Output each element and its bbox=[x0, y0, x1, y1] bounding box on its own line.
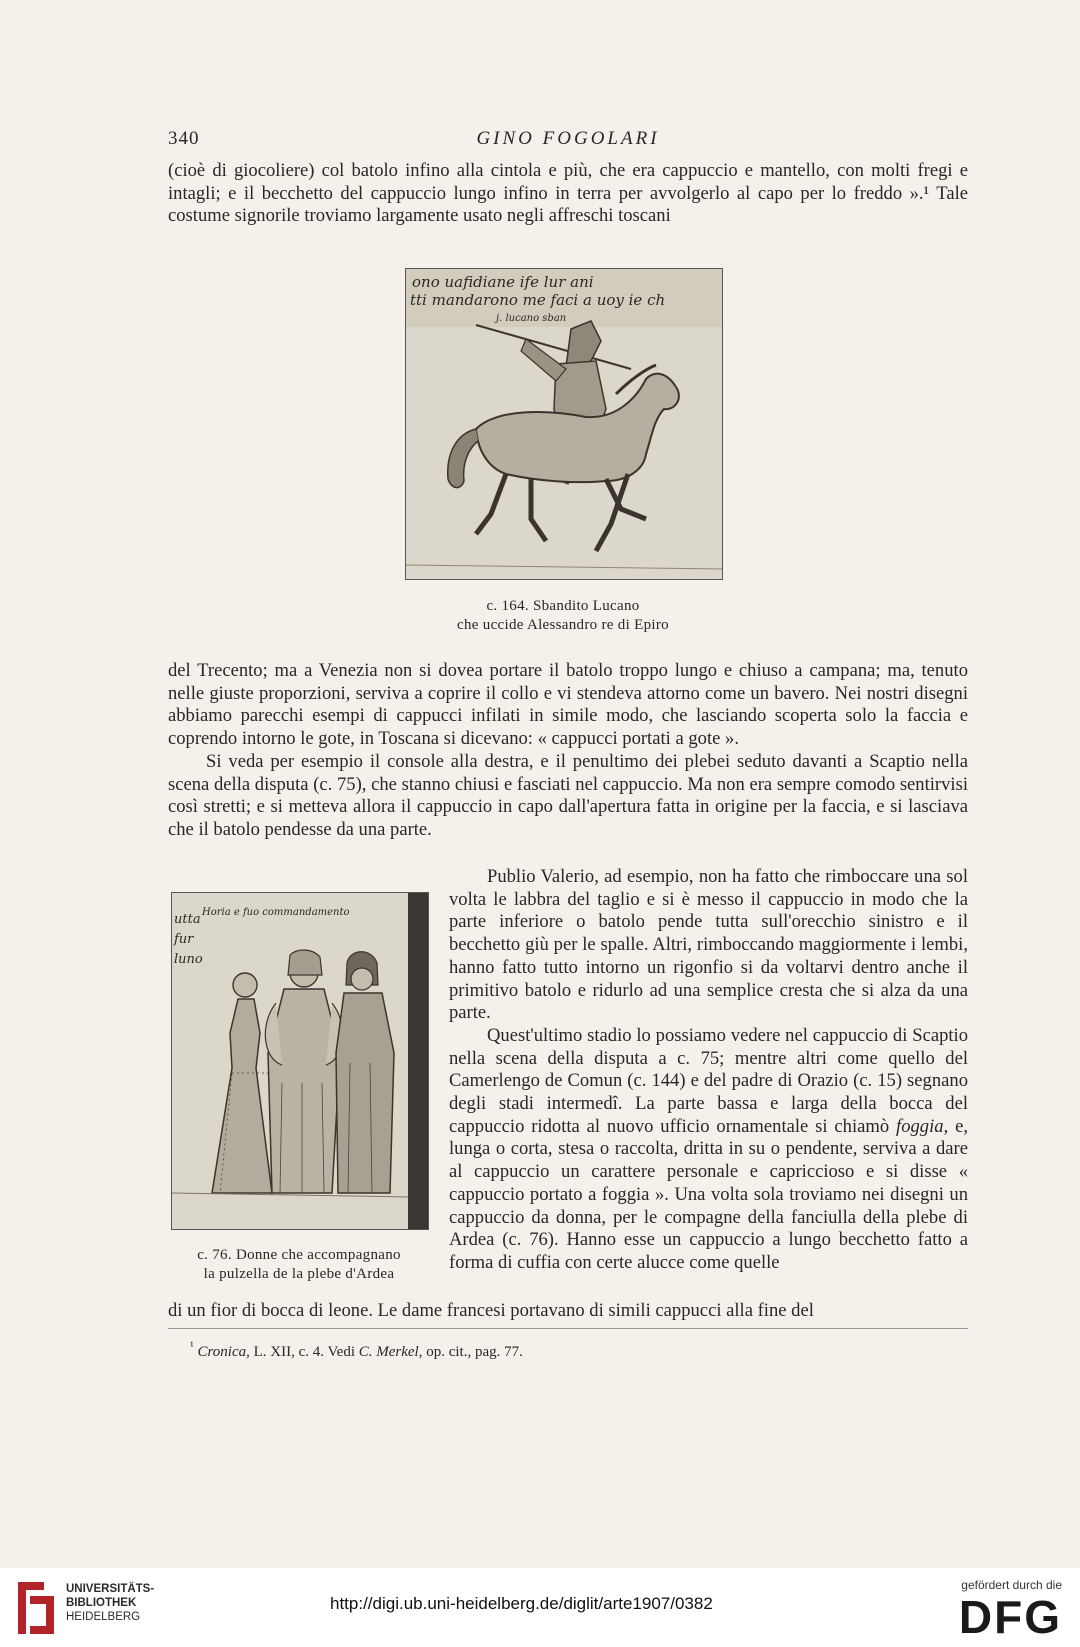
figure-caption-2 bbox=[164, 1246, 434, 1284]
library-line-1: UNIVERSITÄTS- bbox=[66, 1583, 155, 1595]
figure-women bbox=[171, 892, 429, 1230]
inscription-line-1: ono uafidiane ife lur ani bbox=[412, 273, 594, 291]
paragraph-5-part1: Quest'ultimo stadio lo possiamo vedere nel cappuccio di Scaptio nella scena della disputa a c. 75; mentre altri come quello del Camerlengo de Comun (c. 144) e del padre di Orazio (c. 15) segnano degli stadi intermedî. La parte bassa e larga della bocca del cappuccio ridotta al nuovo ufficio ornamentale si chiamò bbox=[449, 1024, 968, 1137]
paragraph-5-italic: foggia bbox=[896, 1115, 944, 1137]
inscription-line-2: tti mandarono me faci a uoy ie ch bbox=[410, 291, 666, 309]
bottom-line-block bbox=[168, 1300, 968, 1323]
university-library-logo-icon bbox=[14, 1578, 58, 1638]
footnote-title: Cronica bbox=[197, 1344, 247, 1360]
horseman-drawing bbox=[406, 269, 722, 579]
figure-horseman bbox=[405, 268, 723, 580]
top-paragraph: (cioè di giocoliere) col batolo infino alla cintola e più, che era cappuccio e mantello, con molti fregi e intagli; e il becchetto del cappuccio lungo infino in terra per avvolgerlo al capo per lo freddo ».¹ Tale costume signorile troviamo largamente usato negli affreschi toscani bbox=[168, 160, 968, 227]
dfg-logo: DFG bbox=[958, 1591, 1062, 1643]
figure1-caption-line2: che uccide Alessandro re di Epiro bbox=[457, 617, 669, 633]
fig2-inscription-top: Horia e fuo commandamento bbox=[202, 907, 350, 918]
figure1-caption-line1: c. 164. Sbandito Lucano bbox=[486, 598, 640, 614]
paragraph-3: Si veda per esempio il console alla destra, e il penultimo dei plebei seduto davanti a Scaptio nella scena della disputa (c. 75), che stanno chiusi e fasciati nel cappuccio. Ma non era sempre comodo sentirvisi così stretti; e si metteva allora il cappuccio in capo dall'apertura fatta in origine per la faccia, e si lasciava che il batolo pendesse da una parte. bbox=[168, 750, 968, 840]
library-line-3: HEIDELBERG bbox=[66, 1611, 141, 1623]
page-number: 340 bbox=[168, 128, 200, 149]
footnote-text-1: , L. XII, c. 4. Vedi bbox=[246, 1344, 359, 1360]
side-text-block bbox=[449, 866, 968, 1275]
library-line-2: BIBLIOTHEK bbox=[66, 1597, 137, 1609]
footnote-mark: ¹ bbox=[190, 1339, 194, 1353]
footnote-rule bbox=[168, 1328, 968, 1329]
footer-bar bbox=[0, 1568, 1080, 1647]
figure-caption-1 bbox=[405, 597, 721, 635]
paragraph-5-last-line: di un fior di bocca di leone. Le dame francesi portavano di simili cappucci alla fine del bbox=[168, 1300, 814, 1321]
paragraph-4: Publio Valerio, ad esempio, non ha fatto che rimboccare una sol volta le labbra del taglio e si è messo il cappuccio in modo che la parte inferiore o batolo pende tutta sull'orecchio sinistro e il becchetto giù per le spalle. Altri, rimboccando maggiormente i lembi, hanno fatto tutto intorno un rigonfio si da voltarvi dentro anche il primitivo batolo e ridurlo ad una semplice cresta che si alza da una parte. bbox=[449, 866, 968, 1024]
library-name bbox=[66, 1582, 154, 1624]
running-head: GINO FOGOLARI bbox=[476, 128, 660, 149]
fig2-inscription-2: fur bbox=[174, 932, 194, 947]
top-paragraph-block bbox=[168, 160, 968, 228]
fig2-inscription-3: luno bbox=[174, 952, 203, 967]
footnote-author: C. Merkel bbox=[358, 1344, 419, 1360]
page-header bbox=[168, 128, 968, 158]
footnote bbox=[190, 1339, 523, 1361]
funded-by-label: gefördert durch die bbox=[961, 1578, 1062, 1592]
fig2-inscription-1: utta bbox=[174, 912, 201, 927]
paragraph-5-part2: , e, lunga o corta, stesa o raccolta, dritta in su o pendente, serviva a dare al cappuccio un carattere personale e capriccioso e si disse « cappuccio portato a foggia ». Una volta sola troviamo nei disegni un cappuccio da donna, per le compagne della fanciulla della plebe di Ardea (c. 76). Hanno esse un cappuccio a lungo becchetto fatto a forma di cuffia con certe alucce come quelle bbox=[449, 1115, 968, 1273]
permalink-url[interactable]: http://digi.ub.uni-heidelberg.de/diglit/arte1907/0382 bbox=[330, 1594, 713, 1613]
inscription-line-3: j. lucano sban bbox=[496, 313, 567, 324]
women-drawing bbox=[172, 893, 428, 1229]
main-text-block bbox=[168, 660, 968, 842]
figure2-caption-line2: la pulzella de la plebe d'Ardea bbox=[203, 1266, 395, 1282]
figure2-caption-line1: c. 76. Donne che accompagnano bbox=[197, 1247, 401, 1263]
paragraph-5 bbox=[449, 1025, 968, 1275]
paragraph-2: del Trecento; ma a Venezia non si dovea portare il batolo troppo lungo e chiuso a campana; ma, tenuto nelle giuste proporzioni, serviva a coprire il collo e vi stendeva attorno come un bavero. Nei nostri disegni abbiamo parecchi esempi di cappucci infilati in simile modo, che lasciando scoperta solo la faccia e coprendo intorno le gote, in Toscana si dicevano: « cappucci portati a gote ». bbox=[168, 660, 968, 750]
footnote-text-2: , op. cit., pag. 77. bbox=[418, 1344, 523, 1360]
